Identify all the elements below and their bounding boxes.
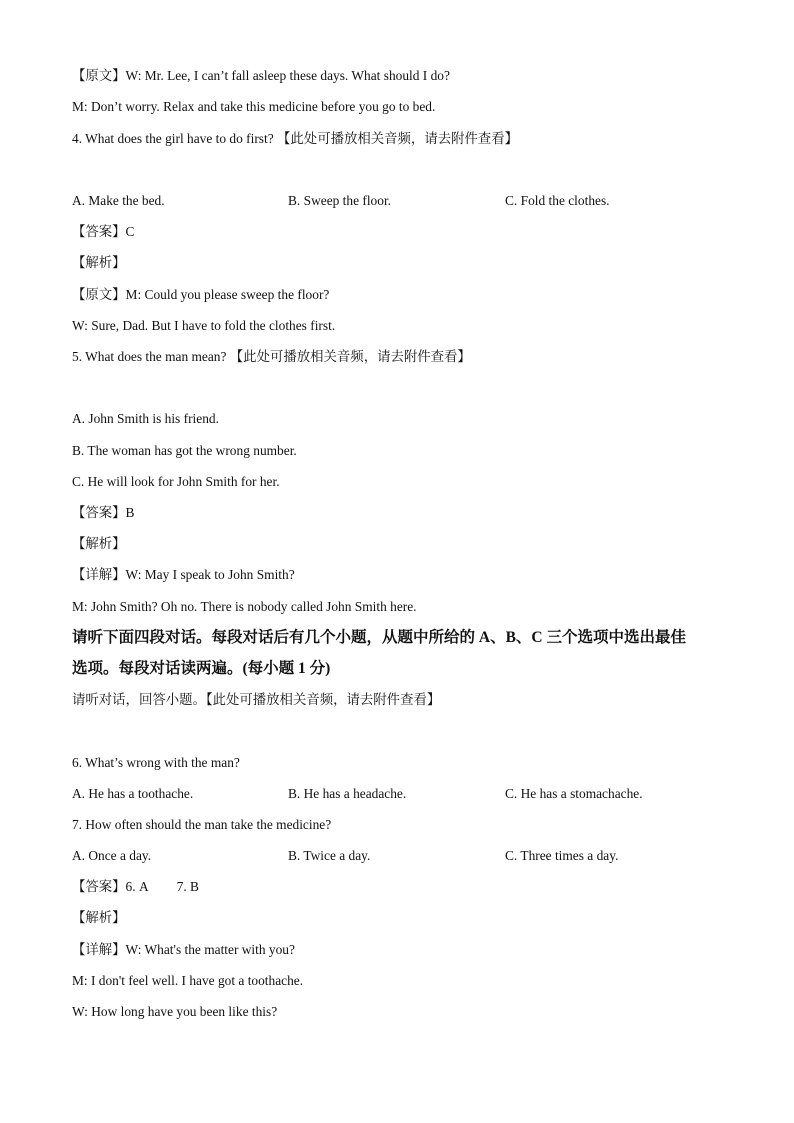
analysis-6-7: 【解析】 bbox=[72, 910, 126, 925]
q4-option-c: C. Fold the clothes. bbox=[505, 193, 610, 208]
q6-option-a: A. He has a toothache. bbox=[72, 786, 194, 801]
q4-option-b: B. Sweep the floor. bbox=[288, 193, 392, 208]
dialogue-line: 【原文】M: Could you please sweep the floor? bbox=[72, 287, 330, 302]
question-5: 5. What does the man mean? 【此处可播放相关音频，请去附件查看】 bbox=[72, 349, 471, 364]
answer-6: 【答案】6. A bbox=[72, 879, 149, 894]
listening-instruction: 请听对话，回答小题。【此处可播放相关音频，请去附件查看】 bbox=[72, 692, 441, 707]
question-7: 7. How often should the man take the medicine? bbox=[72, 817, 332, 832]
question-6: 6. What’s wrong with the man? bbox=[72, 755, 240, 770]
q6-option-b: B. He has a headache. bbox=[288, 786, 407, 801]
answer-5: 【答案】B bbox=[72, 505, 135, 520]
answer-6-7 bbox=[72, 878, 199, 896]
question-4: 4. What does the girl have to do first? 【此处可播放相关音频，请去附件查看】 bbox=[72, 131, 519, 146]
section-instruction: 选项。每段对话读两遍。(每小题 1 分) bbox=[72, 660, 331, 677]
dialogue-line: M: I don't feel well. I have got a toothache. bbox=[72, 973, 304, 988]
q5-option-b: B. The woman has got the wrong number. bbox=[72, 443, 297, 458]
dialogue-line: W: How long have you been like this? bbox=[72, 1004, 278, 1019]
q7-option-a: A. Once a day. bbox=[72, 848, 152, 863]
dialogue-line: 【原文】W: Mr. Lee, I can’t fall asleep these days. What should I do? bbox=[72, 68, 450, 83]
dialogue-line: W: Sure, Dad. But I have to fold the clothes first. bbox=[72, 318, 336, 333]
dialogue-line: M: John Smith? Oh no. There is nobody called John Smith here. bbox=[72, 599, 417, 614]
dialogue-line: M: Don’t worry. Relax and take this medicine before you go to bed. bbox=[72, 99, 436, 114]
q7-option-c: C. Three times a day. bbox=[505, 848, 619, 863]
dialogue-line: 【详解】W: May I speak to John Smith? bbox=[72, 567, 295, 582]
q5-option-a: A. John Smith is his friend. bbox=[72, 411, 219, 426]
analysis-4: 【解析】 bbox=[72, 255, 126, 270]
analysis-5: 【解析】 bbox=[72, 536, 126, 551]
answer-4: 【答案】C bbox=[72, 224, 135, 239]
q7-option-b: B. Twice a day. bbox=[288, 848, 371, 863]
section-instruction: 请听下面四段对话。每段对话后有几个小题，从题中所给的 A、B、C 三个选项中选出最佳 bbox=[72, 629, 686, 646]
q4-option-a: A. Make the bed. bbox=[72, 193, 165, 208]
q6-option-c: C. He has a stomachache. bbox=[505, 786, 643, 801]
dialogue-line: 【详解】W: What's the matter with you? bbox=[72, 942, 295, 957]
answer-7: 7. B bbox=[176, 879, 199, 894]
q5-option-c: C. He will look for John Smith for her. bbox=[72, 474, 280, 489]
